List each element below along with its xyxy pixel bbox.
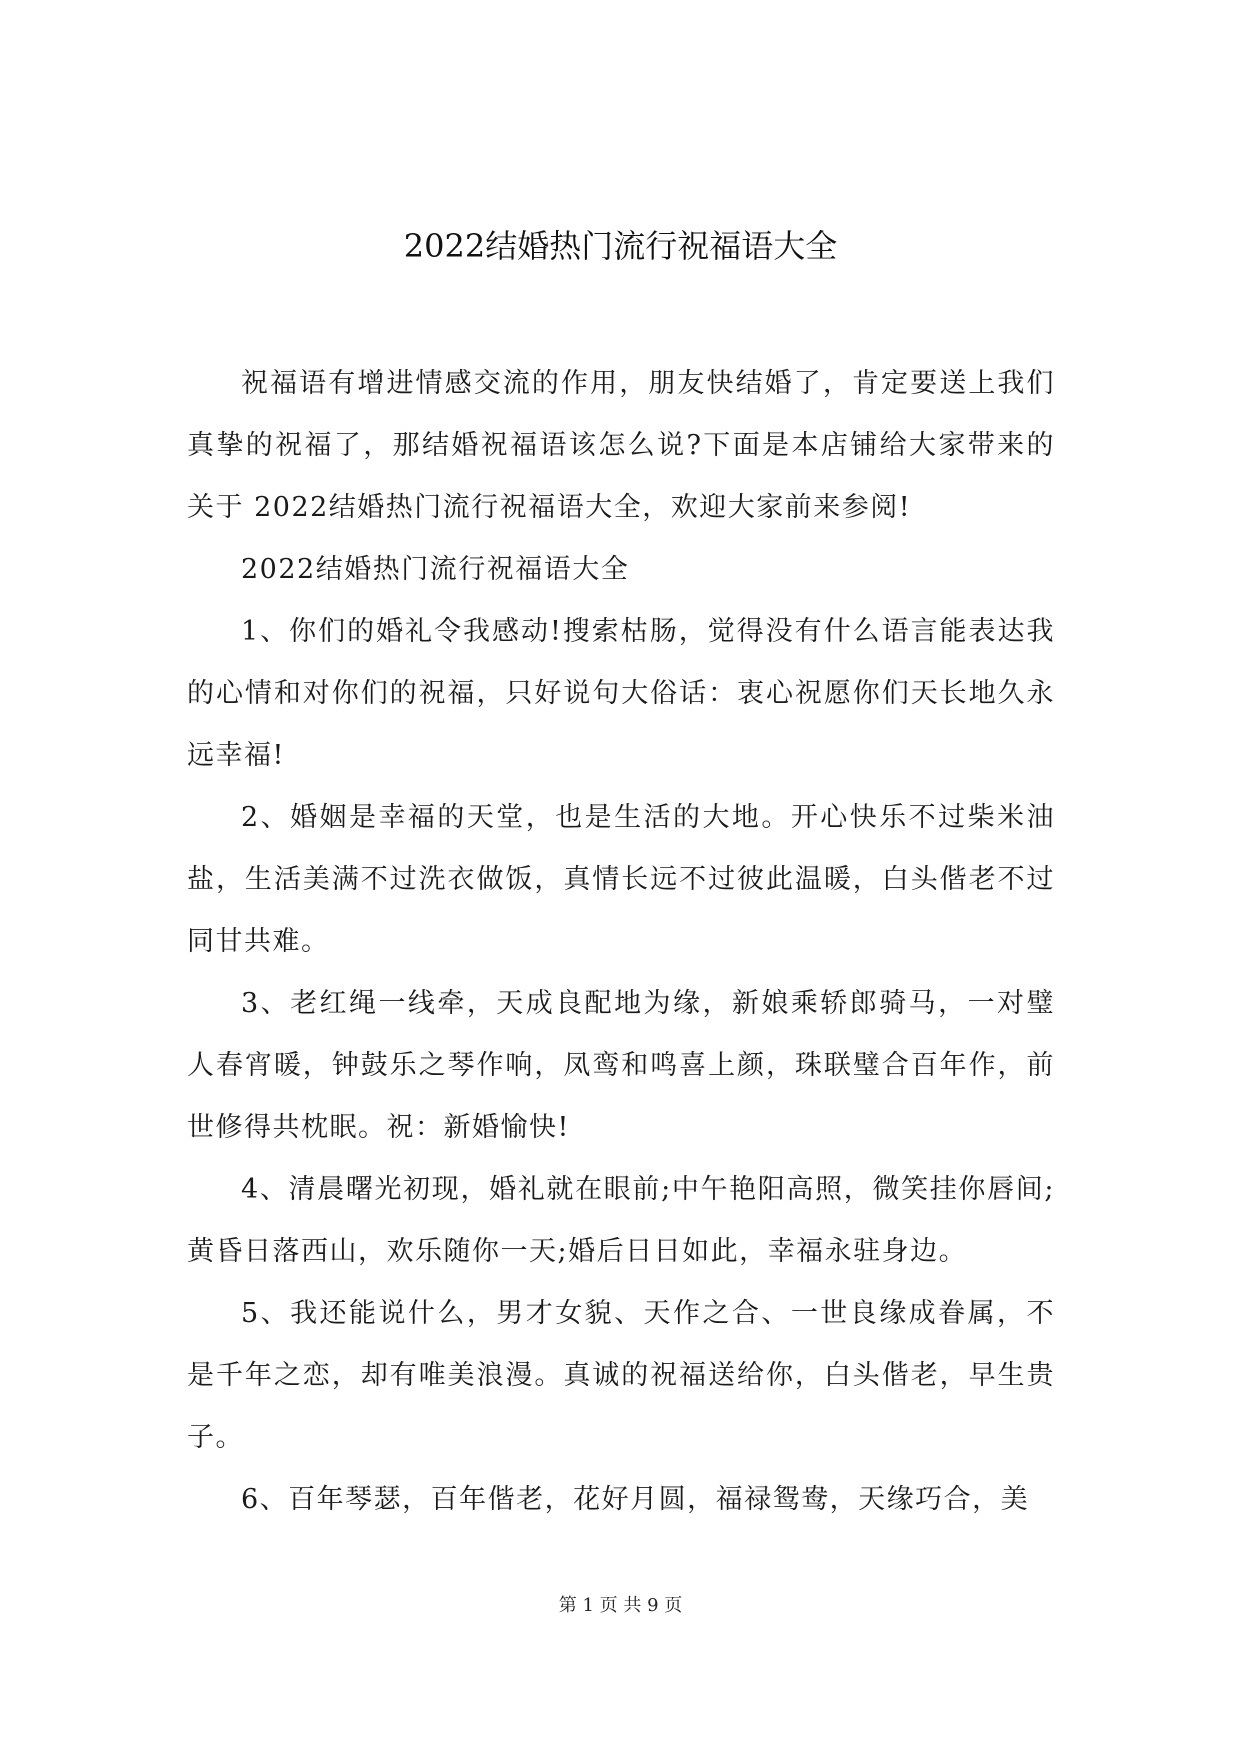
blessing-item-1: 1、你们的婚礼令我感动!搜索枯肠，觉得没有什么语言能表达我的心情和对你们的祝福，只好说句大俗话：衷心祝愿你们天长地久永远幸福! [187, 616, 1055, 771]
document-title: 2022结婚热门流行祝福语大全 [403, 227, 838, 265]
document-body [187, 353, 1055, 1531]
page-footer: 第 1 页 共 9 页 [558, 1595, 683, 1616]
blessing-item-4: 4、清晨曙光初现，婚礼就在眼前;中午艳阳高照，微笑挂你唇间;黄昏日落西山，欢乐随你一天;婚后日日如此，幸福永驻身边。 [187, 1174, 1055, 1267]
blessing-item-6: 6、百年琴瑟，百年偕老，花好月圆，福禄鸳鸯，天缘巧合，美 [241, 1484, 1030, 1515]
blessing-item-3: 3、老红绳一线牵，天成良配地为缘，新娘乘轿郎骑马，一对璧人春宵暖，钟鼓乐之琴作响，凤鸾和鸣喜上颜，珠联璧合百年作，前世修得共枕眠。祝：新婚愉快! [187, 988, 1055, 1143]
blessing-item-5: 5、我还能说什么，男才女貌、天作之合、一世良缘成眷属，不是千年之恋，却有唯美浪漫。真诚的祝福送给你，白头偕老，早生贵子。 [187, 1298, 1055, 1453]
section-heading: 2022结婚热门流行祝福语大全 [241, 554, 630, 585]
blessing-item-2: 2、婚姻是幸福的天堂，也是生活的大地。开心快乐不过柴米油盐，生活美满不过洗衣做饭，真情长远不过彼此温暖，白头偕老不过同甘共难。 [187, 802, 1055, 957]
intro-paragraph: 祝福语有增进情感交流的作用，朋友快结婚了，肯定要送上我们真挚的祝福了，那结婚祝福语该怎么说?下面是本店铺给大家带来的关于 2022结婚热门流行祝福语大全，欢迎大家前来参阅! [187, 368, 1055, 523]
